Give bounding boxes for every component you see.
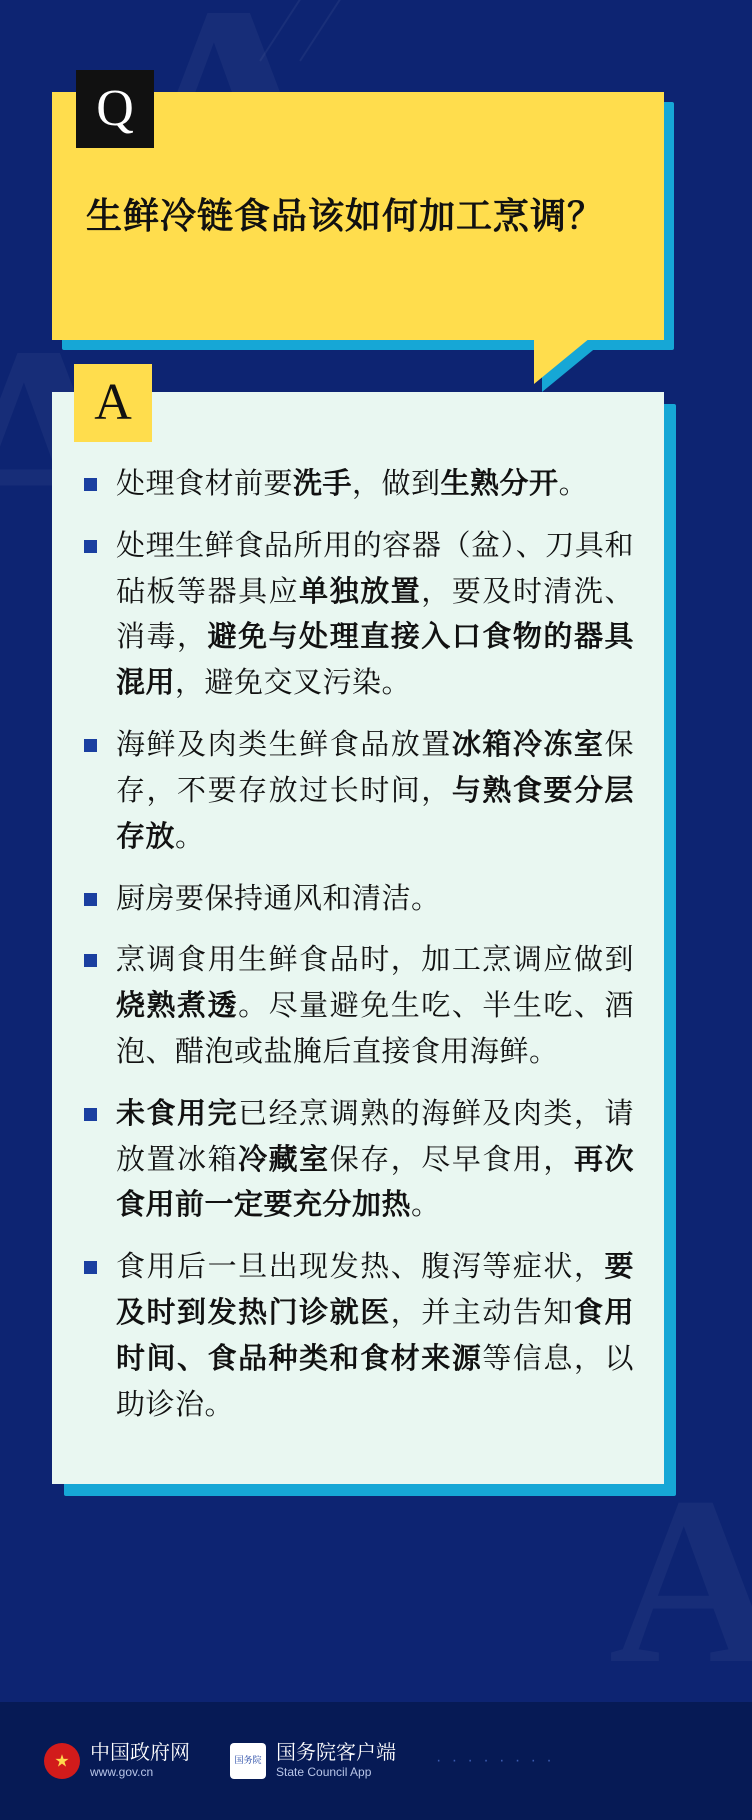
answer-text-emphasis: 食用时间、食品种类和食材来源 <box>116 1297 634 1375</box>
footer-gov-url: www.gov.cn <box>90 1765 154 1780</box>
answer-list-item <box>82 462 634 508</box>
answer-list-item <box>82 723 634 860</box>
answer-text: 保存，尽早食用， <box>329 1143 574 1176</box>
answer-text-emphasis: 生熟分开 <box>440 468 559 500</box>
national-emblem-icon <box>44 1743 80 1779</box>
bullet-icon <box>84 1261 97 1274</box>
answer-text: 。尽量避免生吃、半生吃、酒泡、醋泡或盐腌后直接食用海鲜。 <box>116 990 634 1068</box>
answer-text: ，要及时清洗、消毒， <box>116 575 634 654</box>
answer-text: ，做到 <box>352 468 441 500</box>
answer-text: ，避免交叉污染。 <box>175 667 412 700</box>
footer-app-title: 国务院客户端 <box>276 1742 396 1765</box>
bullet-icon <box>84 540 97 553</box>
answer-text: 。 <box>175 820 205 853</box>
answer-text: 处理食材前要 <box>116 468 294 500</box>
bullet-icon <box>84 1108 97 1121</box>
answer-list-item <box>82 1092 634 1229</box>
answer-list <box>82 462 634 1428</box>
state-council-app-icon <box>230 1743 266 1779</box>
question-badge: Q <box>76 70 154 148</box>
question-tail <box>534 338 590 384</box>
answer-text-emphasis: 冰箱冷冻室 <box>451 729 605 762</box>
answer-text-emphasis: 冷藏室 <box>238 1143 330 1176</box>
answer-text-emphasis: 烧熟煮透 <box>116 990 239 1023</box>
answer-text: 食用后一旦出现发热、腹泻等症状， <box>116 1251 605 1284</box>
answer-text: 保存，不要存放过长时间， <box>116 729 634 807</box>
bullet-icon <box>84 893 97 906</box>
answer-text: 已经烹调熟的海鲜及肉类，请放置冰箱 <box>116 1097 634 1176</box>
question-card <box>52 80 664 340</box>
answer-badge: A <box>74 364 152 442</box>
answer-text-emphasis: 再次食用前一定要充分加热 <box>116 1143 634 1222</box>
answer-list-item <box>82 1245 634 1428</box>
bullet-icon <box>84 478 97 491</box>
answer-text: 。 <box>558 468 589 500</box>
answer-text: 处理生鲜食品所用的容器（盆）、刀具和砧板等器具应 <box>116 529 634 608</box>
answer-text-emphasis: 洗手 <box>293 468 353 500</box>
footer-dots: · · · · · · · · <box>436 1752 555 1769</box>
footer-app-subtitle: State Council App <box>276 1765 372 1780</box>
answer-text: 等信息，以助诊治。 <box>116 1342 634 1421</box>
answer-text: 烹调食用生鲜食品时，加工烹调应做到 <box>116 944 634 977</box>
answer-card <box>52 374 664 1484</box>
answer-text: 海鲜及肉类生鲜食品放置 <box>116 729 452 762</box>
answer-text-emphasis: 未食用完 <box>116 1097 239 1130</box>
answer-text: 厨房要保持通风和清洁。 <box>116 882 441 915</box>
answer-text: ，并主动告知 <box>390 1297 574 1329</box>
question-card-body <box>52 80 664 340</box>
footer-item-app[interactable] <box>230 1741 396 1781</box>
answer-text-emphasis: 与熟食要分层存放 <box>116 774 634 853</box>
answer-list-item <box>82 938 634 1075</box>
background-diagonal-line <box>299 0 752 62</box>
answer-list-item <box>82 524 634 707</box>
bullet-icon <box>84 739 97 752</box>
answer-text-emphasis: 要及时到发热门诊就医 <box>116 1251 634 1329</box>
answer-text-emphasis: 单独放置 <box>299 575 422 608</box>
answer-list-item <box>82 877 634 923</box>
footer-item-gov[interactable] <box>44 1741 190 1781</box>
answer-card-body <box>52 374 664 1484</box>
footer-gov-title: 中国政府网 <box>90 1742 190 1765</box>
answer-text: 。 <box>411 1189 441 1222</box>
bullet-icon <box>84 954 97 967</box>
footer-bar <box>0 1702 752 1820</box>
answer-text-emphasis: 避免与处理直接入口食物的器具混用 <box>116 621 634 700</box>
question-text: 生鲜冷链食品该如何加工烹调？ <box>86 196 605 236</box>
